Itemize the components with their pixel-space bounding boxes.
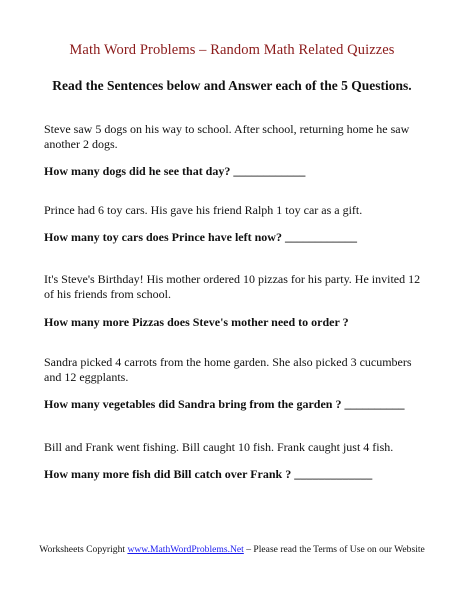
problem-2 <box>44 203 424 245</box>
footer-prefix: Worksheets Copyright <box>39 544 128 555</box>
problem-2-question: How many toy cars does Prince have left now? ____________ <box>44 230 357 244</box>
problem-1-question: How many dogs did he see that day? ____________ <box>44 164 306 178</box>
problem-3 <box>44 272 424 330</box>
instructions: Read the Sentences below and Answer each of the 5 Questions. <box>52 78 412 93</box>
problem-4 <box>44 355 424 412</box>
footer-suffix: – Please read the Terms of Use on our Website <box>243 544 425 555</box>
problem-3-sentence: It's Steve's Birthday! His mother ordered 10 pizzas for his party. He invited 12 of his friends from school. <box>44 272 421 301</box>
problem-3-question: How many more Pizzas does Steve's mother need to order ? <box>44 315 349 329</box>
website-link[interactable]: www.MathWordProblems.Net <box>127 544 244 555</box>
problem-2-sentence: Prince had 6 toy cars. His gave his friend Ralph 1 toy car as a gift. <box>44 203 363 217</box>
page-title: Math Word Problems – Random Math Related Quizzes <box>69 42 395 58</box>
problem-5-sentence: Bill and Frank went fishing. Bill caught 10 fish. Frank caught just 4 fish. <box>44 440 394 454</box>
problem-4-question: How many vegetables did Sandra bring from the garden ? __________ <box>44 397 405 411</box>
footer <box>0 544 464 555</box>
problem-1-sentence: Steve saw 5 dogs on his way to school. After school, returning home he saw another 2 dogs. <box>44 122 410 151</box>
problem-4-sentence: Sandra picked 4 carrots from the home garden. She also picked 3 cucumbers and 12 eggplants. <box>44 355 412 384</box>
problem-1 <box>44 122 424 179</box>
problem-5-question: How many more fish did Bill catch over Frank ? _____________ <box>44 467 373 481</box>
problem-5 <box>44 440 424 482</box>
